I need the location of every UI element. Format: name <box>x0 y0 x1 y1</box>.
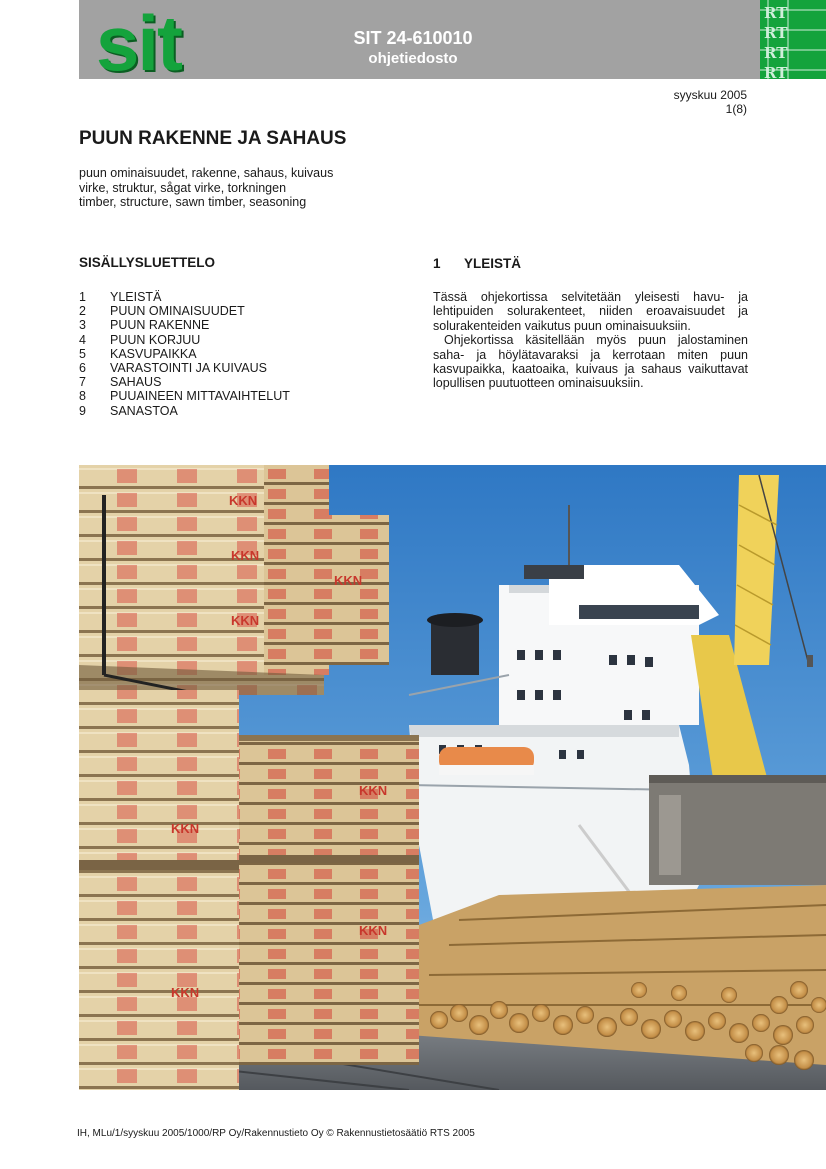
toc-item-label: YLEISTÄ <box>110 290 162 304</box>
section-1-paragraph: Tässä ohjekortissa selvitetään yleisesti havu- ja lehtipuiden solurakenteet, niiden eroavaisuudet ja solurakenteiden vaikutus puun ominaisuuksiin. <box>433 290 748 333</box>
rt-emblem-icon <box>760 0 826 79</box>
toc-item-number: 6 <box>79 361 86 376</box>
document-code: SIT 24-610010 <box>353 28 473 48</box>
section-1-paragraph: Ohjekortissa käsitellään myös puun jalostaminen saha- ja höylätavaraksi ja kerrotaan miten puun kasvupaikka, kaatoaika, kuivaus ja sahaus vaikuttavat lopullisen puutuotteen ominaisuuksiin. <box>433 333 748 391</box>
document-title: PUUN RAKENNE JA SAHAUS <box>79 128 347 149</box>
publication-date: syyskuu 2005 <box>673 88 747 102</box>
toc-item-number: 3 <box>79 318 86 333</box>
toc-item <box>79 404 399 418</box>
toc-item-number: 7 <box>79 375 86 390</box>
toc-item-label: PUUN OMINAISUUDET <box>110 304 245 319</box>
toc-item <box>79 361 399 375</box>
toc-heading: SISÄLLYSLUETTELO <box>79 255 216 270</box>
sit-logo: sit <box>96 0 182 87</box>
toc-item <box>79 333 399 347</box>
section-1-number: 1 <box>433 256 441 271</box>
plank-marking: KKN <box>231 613 260 628</box>
toc-item-number: 1 <box>79 290 86 304</box>
plank-marking: KKN <box>359 783 388 798</box>
svg-text:RT: RT <box>764 64 788 79</box>
keywords-english: timber, structure, sawn timber, seasoning <box>79 195 307 209</box>
toc-item-number: 8 <box>79 389 86 404</box>
toc-item-number: 9 <box>79 403 86 418</box>
plank-marking: KKN <box>231 548 260 563</box>
toc-item-number: 5 <box>79 346 86 361</box>
toc-item <box>79 375 399 389</box>
keywords-swedish: virke, struktur, sågat virke, torkningen <box>79 180 287 195</box>
toc-item-label: KASVUPAIKKA <box>110 346 197 361</box>
document-type: ohjetiedosto <box>368 50 458 67</box>
toc-item-label: SANASTOA <box>110 403 178 418</box>
toc-item <box>79 389 399 403</box>
toc-item-label: PUUAINEEN MITTAVAIHTELUT <box>110 389 290 404</box>
toc-item-label: PUUN RAKENNE <box>110 318 210 333</box>
plank-marking: KKN <box>359 923 388 938</box>
page-number: 1(8) <box>725 102 747 116</box>
keywords-finnish: puun ominaisuudet, rakenne, sahaus, kuivaus <box>79 166 334 180</box>
section-1-body <box>433 290 748 391</box>
plank-marking: KKN <box>334 573 363 588</box>
toc-item <box>79 304 399 318</box>
toc-item-label: VARASTOINTI JA KUIVAUS <box>110 361 267 376</box>
svg-text:RT: RT <box>764 24 788 42</box>
svg-text:RT: RT <box>764 44 788 62</box>
section-1-title: YLEISTÄ <box>464 256 522 271</box>
section-1-heading <box>433 256 521 272</box>
toc-item-number: 4 <box>79 332 86 347</box>
keywords <box>79 166 479 210</box>
toc-item <box>79 318 399 332</box>
toc-item <box>79 290 399 304</box>
toc-item-label: SAHAUS <box>110 375 162 390</box>
harbour-timber-photo <box>79 465 826 1090</box>
toc-item-number: 2 <box>79 304 86 319</box>
toc-item <box>79 347 399 361</box>
plank-marking: KKN <box>171 985 200 1000</box>
toc-item-label: PUUN KORJUU <box>110 332 201 347</box>
footer-imprint: IH, MLu/1/syyskuu 2005/1000/RP Oy/Rakennustieto Oy © Rakennustietosäätiö RTS 2005 <box>77 1128 475 1139</box>
plank-marking: KKN <box>171 821 200 836</box>
plank-marking: KKN <box>229 493 258 508</box>
svg-text:RT: RT <box>764 4 788 22</box>
toc-list <box>79 290 399 418</box>
